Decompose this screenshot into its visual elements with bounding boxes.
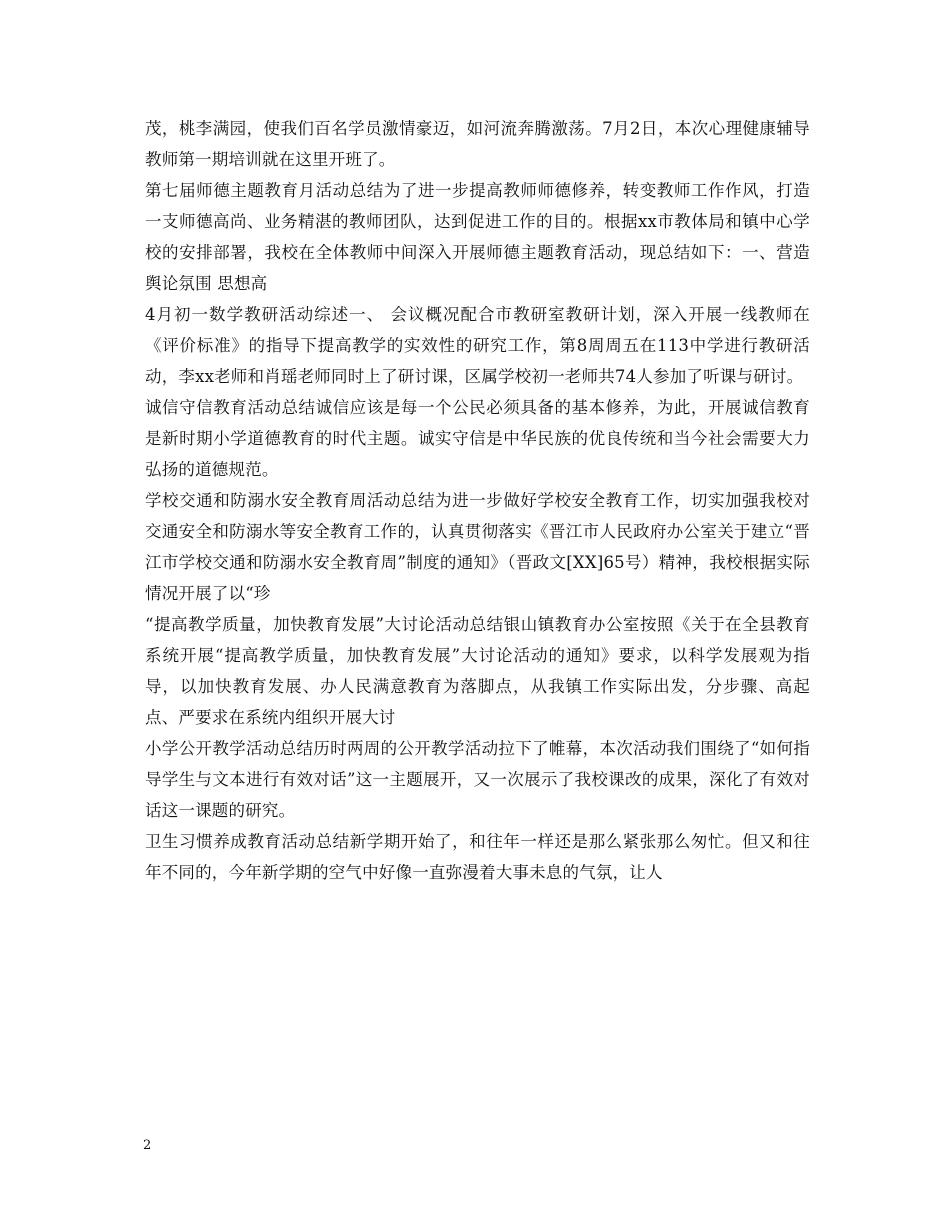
document-body xyxy=(145,113,810,888)
paragraph-1: 茂，桃李满园，使我们百名学员激情豪迈，如河流奔腾激荡。7月2日，本次心理健康辅导教师第一期培训就在这里开班了。 xyxy=(145,119,810,169)
paragraph-2: 第七届师德主题教育月活动总结为了进一步提高教师师德修养，转变教师工作作风，打造一支师德高尚、业务精湛的教师团队，达到促进工作的目的。根据xx市教体局和镇中心学校的安排部署，我校在全体教师中间深入开展师德主题教育活动，现总结如下：一、营造舆论氛围 思想高 xyxy=(145,181,810,293)
paragraph-4: 诚信守信教育活动总结诚信应该是每一个公民必须具备的基本修养，为此，开展诚信教育是新时期小学道德教育的时代主题。诚实守信是中华民族的优良传统和当今社会需要大力弘扬的道德规范。 xyxy=(145,398,810,479)
paragraph-7: 小学公开教学活动总结历时两周的公开教学活动拉下了帷幕，本次活动我们围绕了“如何指导学生与文本进行有效对话”这一主题展开，又一次展示了我校课改的成果，深化了有效对话这一课题的研究。 xyxy=(145,739,810,820)
paragraph-6: “提高教学质量，加快教育发展”大讨论活动总结银山镇教育办公室按照《关于在全县教育系统开展“提高教学质量，加快教育发展”大讨论活动的通知》要求，以科学发展观为指导，以加快教育发展、办人民满意教育为落脚点，从我镇工作实际出发，分步骤、高起点、严要求在系统内组织开展大讨 xyxy=(145,615,810,727)
paragraph-5: 学校交通和防溺水安全教育周活动总结为进一步做好学校安全教育工作，切实加强我校对交通安全和防溺水等安全教育工作的，认真贯彻落实《晋江市人民政府办公室关于建立“晋江市学校交通和防溺水安全教育周”制度的通知》（晋政文[XX]65号）精神，我校根据实际情况开展了以“珍 xyxy=(145,491,810,603)
page-number: 2 xyxy=(143,1138,152,1153)
paragraph-3: 4月初一数学教研活动综述一、 会议概况配合市教研室教研计划，深入开展一线教师在《评价标准》的指导下提高教学的实效性的研究工作，第8周周五在113中学进行教研活动，李xx老师和肖瑶老师同时上了研讨课，区属学校初一老师共74人参加了听课与研讨。 xyxy=(145,305,810,386)
paragraph-8: 卫生习惯养成教育活动总结新学期开始了，和往年一样还是那么紧张那么匆忙。但又和往年不同的，今年新学期的空气中好像一直弥漫着大事未息的气氛，让人 xyxy=(145,832,810,882)
